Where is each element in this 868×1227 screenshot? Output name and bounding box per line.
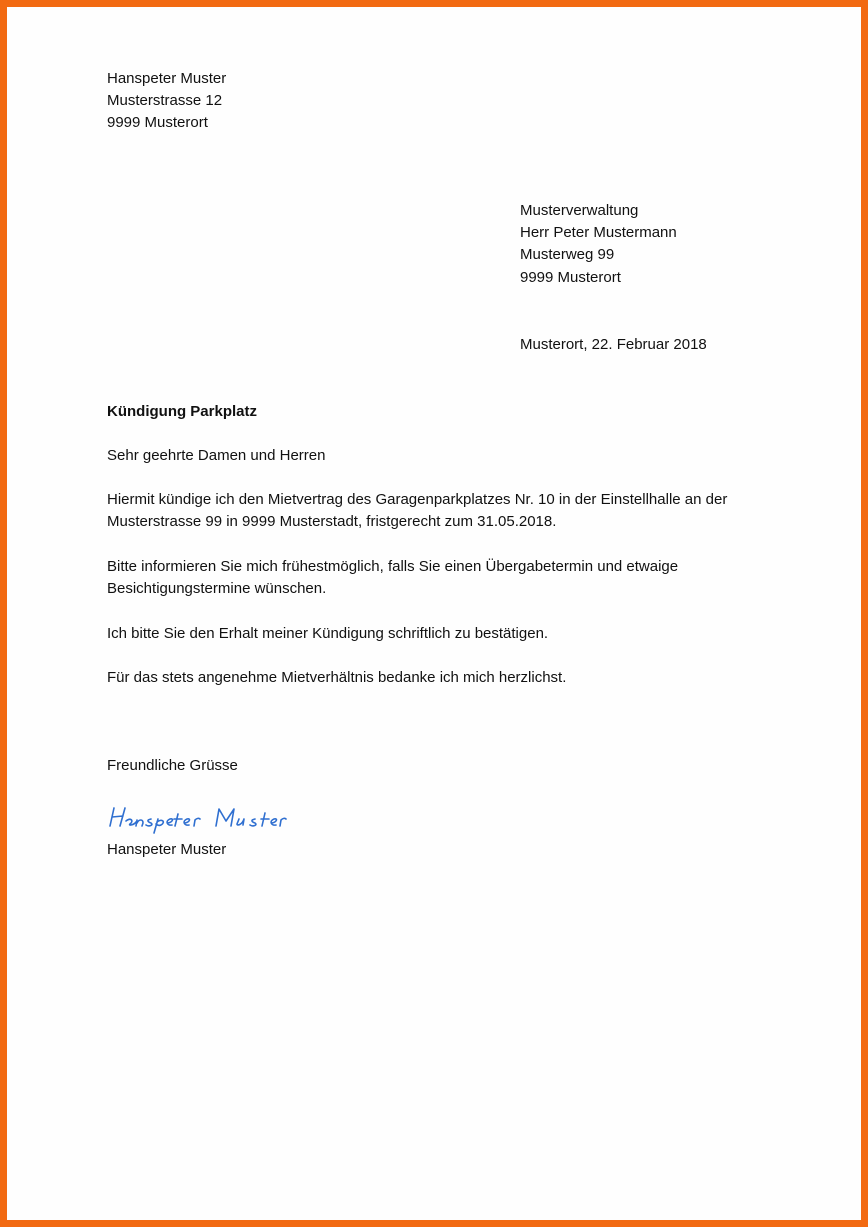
sender-street: Musterstrasse 12 — [107, 92, 223, 110]
closing-phrase: Freundliche Grüsse — [107, 757, 238, 774]
paragraph-line: Bitte informieren Sie mich frühestmöglich, falls Sie einen Übergabetermin und etwaige — [107, 558, 679, 575]
letter-subject: Kündigung Parkplatz — [107, 403, 257, 420]
body-paragraph-3: Ich bitte Sie den Erhalt meiner Kündigung schriftlich zu bestätigen. — [107, 625, 549, 642]
recipient-street: Musterweg 99 — [520, 246, 615, 264]
paragraph-line: Musterstrasse 99 in 9999 Musterstadt, fristgerecht zum 31.05.2018. — [107, 513, 557, 531]
paragraph-line: Besichtigungstermine wünschen. — [107, 580, 327, 598]
recipient-address — [520, 200, 677, 289]
printed-name: Hanspeter Muster — [107, 841, 227, 858]
salutation: Sehr geehrte Damen und Herren — [107, 447, 326, 464]
recipient-city: 9999 Musterort — [520, 268, 621, 286]
recipient-company: Musterverwaltung — [520, 202, 639, 219]
body-paragraph-2 — [107, 556, 678, 600]
sender-address — [107, 68, 226, 135]
paragraph-line: Hiermit kündige ich den Mietvertrag des Garagenparkplatzes Nr. 10 in der Einstellhalle an der — [107, 491, 728, 508]
body-paragraph-1 — [107, 489, 727, 533]
sender-name: Hanspeter Muster — [107, 70, 227, 87]
recipient-contact: Herr Peter Mustermann — [520, 224, 677, 242]
date-line: Musterort, 22. Februar 2018 — [520, 336, 707, 353]
handwritten-signature — [108, 800, 318, 834]
body-paragraph-4: Für das stets angenehme Mietverhältnis bedanke ich mich herzlichst. — [107, 669, 567, 686]
sender-city: 9999 Musterort — [107, 114, 208, 132]
